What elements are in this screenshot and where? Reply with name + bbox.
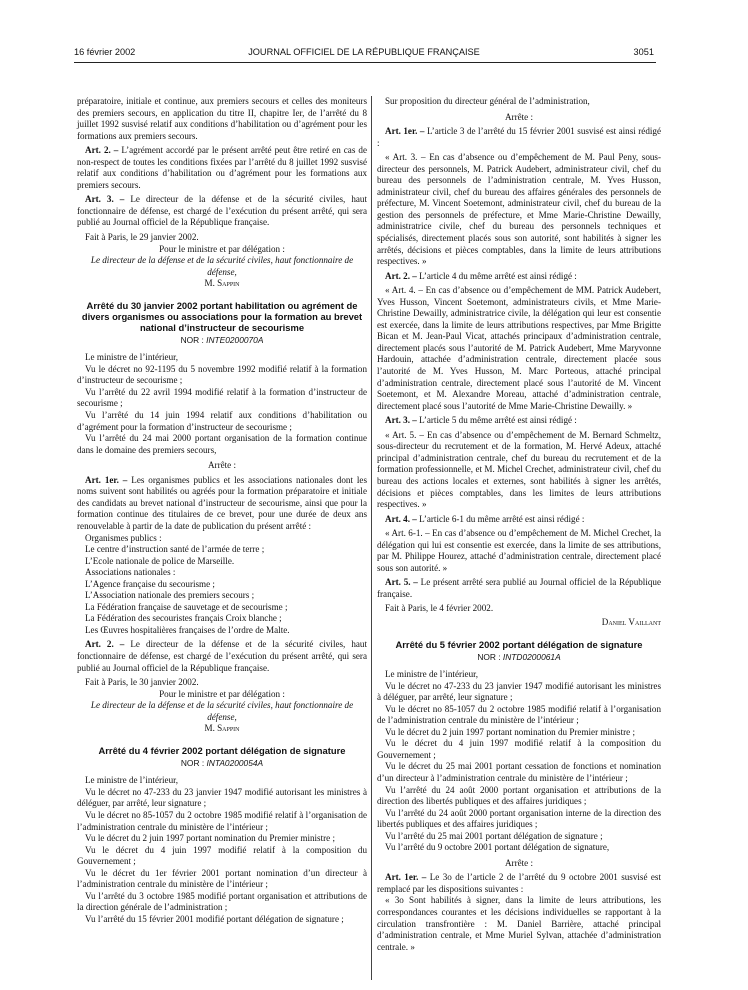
header-date: 16 février 2002 (74, 47, 136, 57)
fait-line: Fait à Paris, le 29 janvier 2002. (85, 232, 199, 243)
quoted-article: « 3o Sont habilités à signer, dans la limite de leurs attributions, les correspondances courantes et les décisions individuelles se rapportant à la circulation transfrontière : M. Daniel Barrière, attaché principal d’administration centrale, et Mme Muriel Sylvan, attachée d’administration centrale. » (377, 895, 661, 952)
arrete-heading: Arrête : (504, 111, 534, 122)
signatory-name: Daniel Vaillant (601, 616, 661, 627)
article: Art. 1er. – Les organismes publics et les associations nationales dont les noms suivent sont habilités ou agréés pour la formation préparatoire et initiale des candidats au brevet national d’instructeur de secourisme, ainsi que pour la formation continue des titulaires de ce brevet, pour une durée de deux ans renouvelable à partir de la date de publication du présent arrêté : (77, 474, 367, 531)
article: Art. 1er. – Le 3o de l’article 2 de l’arrêté du 9 octobre 2001 susvisé est remplacé par les dispositions suivantes : (377, 872, 661, 894)
article: Art. 2. – L’agrément accordé par le présent arrêté peut être retiré en cas de non-respect de toutes les conditions fixées par l’arrêté du 8 juillet 1992 susvisé relatif aux conditions d’habilitation ou d’agrément pour les formations aux premiers secours. (77, 145, 368, 190)
article: Art. 4. – L’article 6-1 du même arrêté est ainsi rédigé : (385, 513, 585, 524)
article: Art. 1er. – L’article 3 de l’arrêté du 15 février 2001 susvisé est ainsi rédigé : (377, 126, 662, 148)
paragraph: Vu l’arrêté du 22 avril 1994 modifié relatif à la formation d’instructeur de secourisme ; (77, 386, 367, 409)
quoted-article: « Art. 4. – En cas d’absence ou d’empêchement de MM. Patrick Audebert, Yves Husson, Vincent Soetemont, administrateurs civils, et Mme Marie-Christine Dewailly, administratrice civile, la délégation qui leur est consentie est exercée, dans la limite de leurs attributions respectives, par Mme Brigitte Bican et M. Jean-Paul Vicat, attachés principaux d’administration centrale, directement placés sous l’autorité de M. Patrick Audebert, Mme Maryvonne Hardouin, attachée d’administration centrale, directement placée sous l’autorité de M. Yves Husson, M. Marc Porteous, attaché principal d’administration centrale, directement placé sous l’autorité de M. Vincent Soetemont, et M. Alexandre Moreau, attaché d’administration centrale, directement placé sous l’autorité de Mme Marie-Christine Dewailly. » (377, 285, 661, 411)
decree-title: Arrêté du 30 janvier 2002 portant habilitation ou agrément de divers organismes ou associations pour la formation au brevet national d’instructeur de secourisme (81, 299, 363, 333)
paragraph: Vu le décret du 2 juin 1997 portant nomination du Premier ministre ; (85, 833, 335, 844)
left-column (77, 96, 367, 925)
column-divider (371, 96, 372, 980)
page-header (74, 47, 654, 61)
paragraph: Vu le décret no 85-1057 du 2 octobre 1985 modifié relatif à l’organisation de l’administration centrale du ministère de l’intérieur ; (377, 703, 661, 726)
decree-title: Arrêté du 5 février 2002 portant délégation de signature (395, 638, 643, 650)
paragraph: Le ministre de l’intérieur, (85, 775, 179, 786)
fait-line: Fait à Paris, le 30 janvier 2002. (85, 677, 199, 688)
article: Art. 5. – Le présent arrêté sera publié au Journal officiel de la République française. (377, 577, 661, 599)
list-item: Associations nationales : (85, 567, 176, 578)
paragraph: Le ministre de l’intérieur, (385, 669, 479, 680)
arrete-heading: Arrête : (207, 460, 237, 471)
paragraph: Vu l’arrêté du 24 mai 2000 portant organisation de la formation continue dans le domaine des premiers secours, (77, 433, 367, 455)
fait-line: Fait à Paris, le 4 février 2002. (385, 603, 494, 614)
paragraph: Vu l’arrêté du 24 août 2000 portant organisation et attributions de la direction des libertés publiques et des affaires juridiques ; (377, 784, 661, 807)
paragraph: préparatoire, initiale et continue, aux premiers secours et celles des moniteurs des premiers secours, en application du titre II, chapitre Ier, de l’arrêté du 8 juillet 1992 susvisé relatif aux conditions d’habilitation ou d’agrément pour les formations aux premiers secours. (77, 96, 367, 141)
list-item: Le centre d’instruction santé de l’armée de terre ; (85, 544, 265, 555)
list-item: La Fédération des secouristes français Croix blanche ; (85, 613, 282, 624)
article: Art. 3. – L’article 5 du même arrêté est ainsi rédigé : (385, 415, 577, 426)
paragraph: Vu l’arrêté du 24 août 2000 portant organisation interne de la direction des libertés publiques et des affaires juridiques ; (377, 807, 661, 830)
list-item: L’Association nationale des premiers secours ; (85, 590, 255, 601)
paragraph: Vu le décret du 2 juin 1997 portant nomination du Premier ministre ; (385, 726, 635, 737)
article: Art. 2. – Le directeur de la défense et de la sécurité civiles, haut fonctionnaire de défense, est chargé de l’exécution du présent arrêté, qui sera publié au Journal officiel de la République française. (77, 639, 367, 673)
paragraph: Vu le décret no 47-233 du 23 janvier 1947 modifié autorisant les ministres à déléguer, par arrêté, leur signature ; (377, 680, 661, 703)
paragraph: Vu l’arrêté du 15 février 2001 modifié portant délégation de signature ; (85, 913, 344, 924)
list-item: La Fédération française de sauvetage et de secourisme ; (85, 601, 288, 612)
paragraph: Sur proposition du directeur général de l’administration, (385, 96, 590, 106)
nor-reference: NOR : INTD0200061A (477, 651, 561, 662)
signatory-title: Le directeur de la défense et de la sécurité civiles, haut fonctionnaire de défense, (90, 255, 354, 277)
quoted-article: « Art. 3. – En cas d’absence ou d’empêchement de M. Paul Peny, sous-directeur des personnels, M. Patrick Audebert, administrateur civil, chef du bureau des personnels de l’administration centrale, M. Yves Husson, administrateur civil, chef du bureau des affaires générales des personnels de préfecture, M. Vincent Soetemont, administrateur civil, chef du bureau de la gestion des personnels de préfecture, et Mme Marie-Christine Dewailly, administratrice civile, chef du bureau des personnels techniques et spécialisés, directement placés sous son autorité, sont habilités à signer les arrêtés, décisions et pièces comptables, dans la limite de leurs attributions respectives. » (377, 152, 661, 267)
arrete-heading: Arrête : (504, 857, 534, 868)
right-column (377, 96, 661, 953)
list-item: L’Agence française du secourisme ; (85, 578, 215, 589)
paragraph: Vu l’arrêté du 14 juin 1994 relatif aux conditions d’habilitation ou d’agrément pour la formation d’instructeur de secourisme ; (77, 410, 367, 432)
decree-title: Arrêté du 4 février 2002 portant délégation de signature (98, 744, 346, 756)
header-journal-title: JOURNAL OFFICIEL DE LA RÉPUBLIQUE FRANÇAISE (248, 47, 480, 57)
signatory-title: Le directeur de la défense et de la sécurité civiles, haut fonctionnaire de défense, (90, 700, 354, 722)
delegation-line: Pour le ministre et par délégation : (159, 243, 285, 254)
nor-reference: NOR : INTA0200054A (180, 757, 264, 768)
article: Art. 3. – Le directeur de la défense et de la sécurité civiles, haut fonctionnaire de défense, est chargé de l’exécution du présent arrêté, qui sera publié au Journal officiel de la République française. (77, 194, 367, 228)
paragraph: Le ministre de l’intérieur, (85, 352, 179, 363)
paragraph: Vu l’arrêté du 3 octobre 1985 modifié portant organisation et attributions de la direction générale de l’administration ; (77, 890, 367, 913)
header-page-number: 3051 (633, 47, 654, 57)
delegation-line: Pour le ministre et par délégation : (159, 688, 285, 699)
paragraph: Vu le décret no 47-233 du 23 janvier 1947 modifié autorisant les ministres à déléguer, par arrêté, leur signature ; (77, 786, 367, 809)
paragraph: Vu l’arrêté du 9 octobre 2001 portant délégation de signature, (385, 842, 610, 853)
paragraph: Vu le décret no 85-1057 du 2 octobre 1985 modifié relatif à l’organisation de l’administration centrale du ministère de l’intérieur ; (77, 809, 367, 832)
paragraph: Vu le décret du 4 juin 1997 modifié relatif à la composition du Gouvernement ; (77, 844, 367, 867)
nor-reference: NOR : INTE0200070A (180, 334, 264, 345)
paragraph: Vu le décret du 4 juin 1997 modifié relatif à la composition du Gouvernement ; (377, 738, 661, 760)
list-item: L’Ecole nationale de police de Marseille. (85, 555, 235, 566)
paragraph: Vu l’arrêté du 25 mai 2001 portant délégation de signature ; (385, 830, 603, 841)
list-item: Organismes publics : (85, 532, 162, 543)
signatory-name: M. Sappin (204, 723, 240, 734)
header-rule (74, 62, 656, 63)
paragraph: Vu le décret du 1er février 2001 portant nomination d’un directeur à l’administration centrale du ministère de l’intérieur ; (77, 867, 367, 890)
article: Art. 2. – L’article 4 du même arrêté est ainsi rédigé : (385, 270, 577, 281)
signatory-name: M. Sappin (204, 278, 240, 289)
quoted-article: « Art. 5. – En cas d’absence ou d’empêchement de M. Bernard Schmeltz, sous-directeur du recrutement et de la formation, M. Hervé Adeux, attaché principal d’administration centrale, chef du bureau du recrutement et de la formation professionnelle, et M. Michel Crechet, administrateur civil, chef du bureau des actions locales et externes, sont habilités à signer les arrêtés, décisions et pièces comptables, dans les limites de leurs attributions respectives. » (377, 429, 661, 510)
quoted-article: « Art. 6-1. – En cas d’absence ou d’empêchement de M. Michel Crechet, la délégation qui lui est consentie est exercée, dans la limite de ses attributions, par M. Philippe Hourez, attaché d’administration centrale, directement placé sous son autorité. » (377, 528, 661, 573)
organism-list (77, 533, 367, 637)
list-item: Les Œuvres hospitalières françaises de l’ordre de Malte. (85, 624, 290, 635)
paragraph: Vu le décret du 25 mai 2001 portant cessation de fonctions et nomination d’un directeur à l’administration centrale du ministère de l’intérieur ; (377, 761, 661, 783)
paragraph: Vu le décret no 92-1195 du 5 novembre 1992 modifié relatif à la formation d’instructeur de secourisme ; (77, 363, 367, 386)
